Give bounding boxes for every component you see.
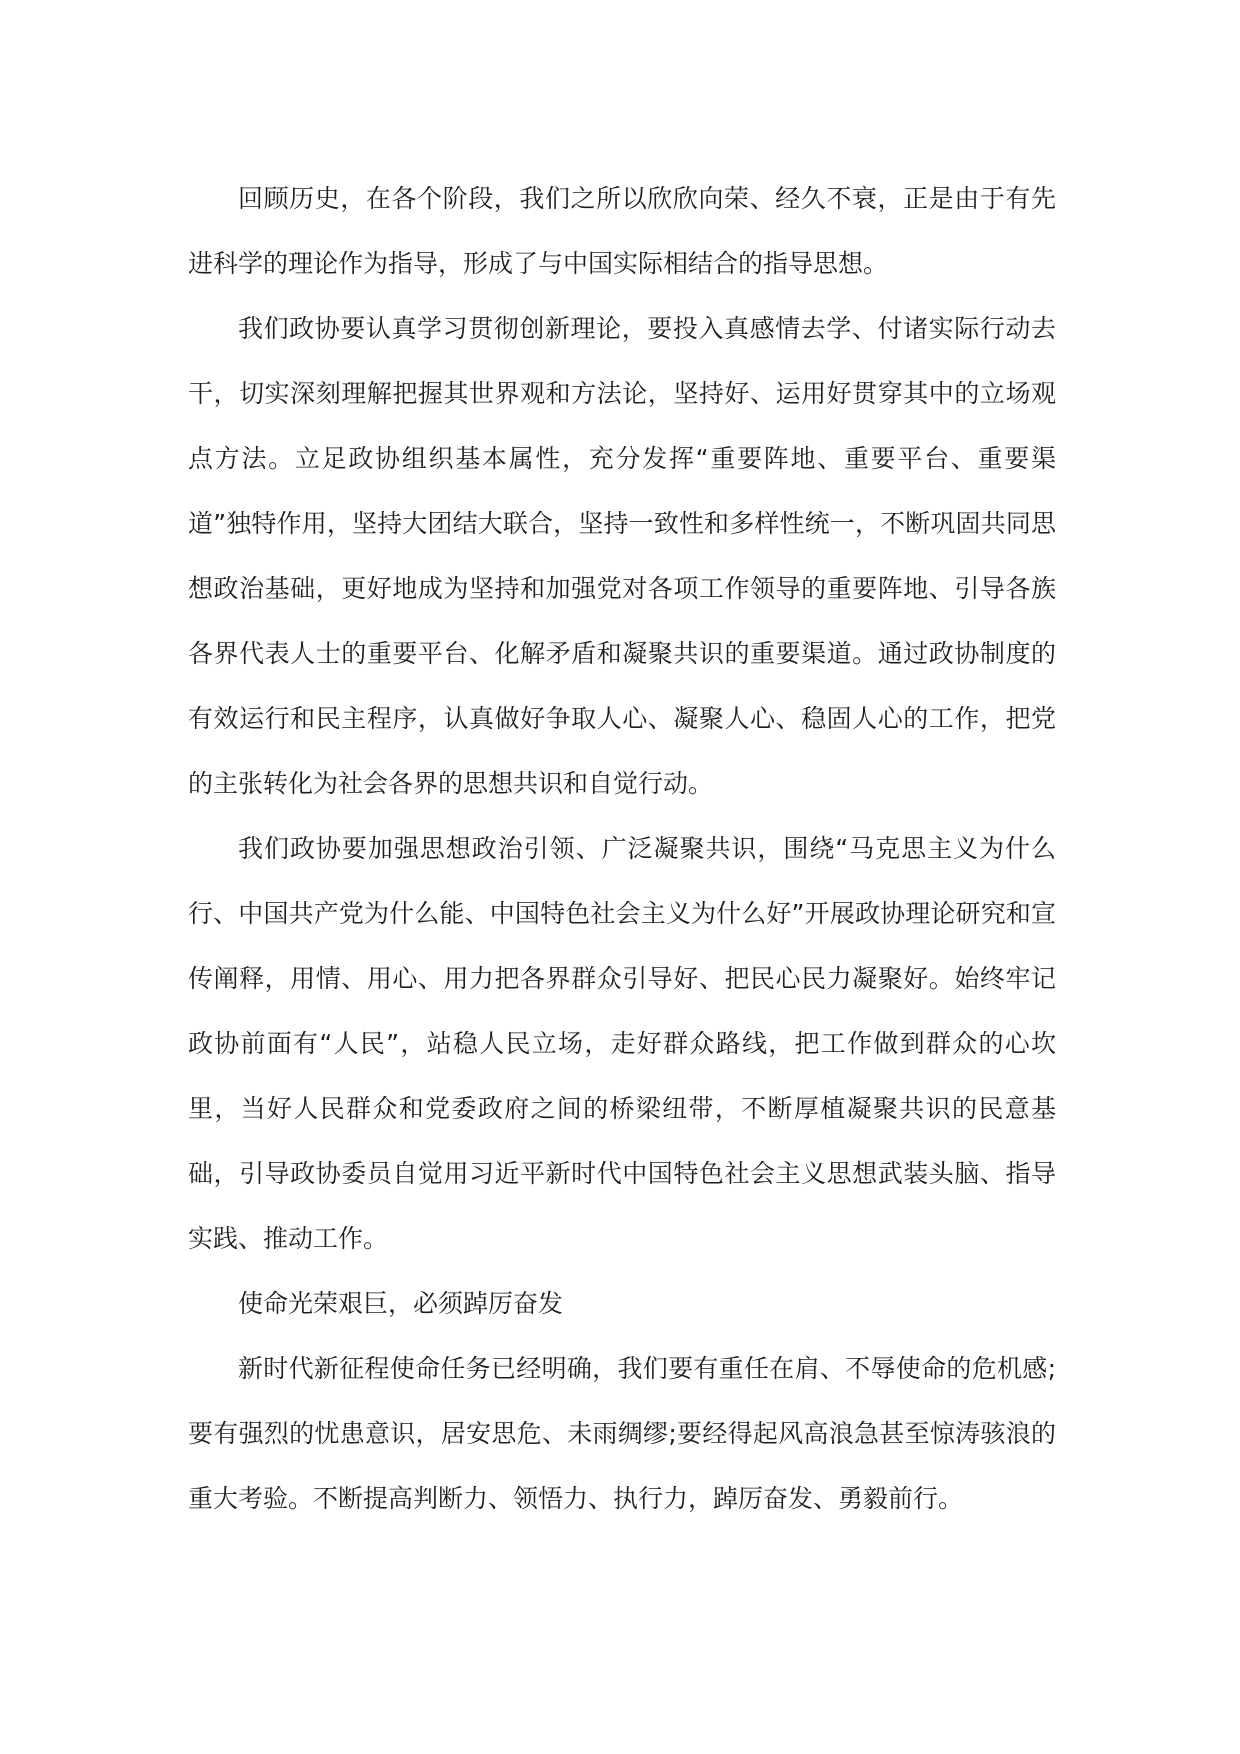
paragraph-new-era-mission: 新时代新征程使命任务已经明确，我们要有重任在肩、不辱使命的危机感;要有强烈的忧患意识，居安思危、未雨绸缪;要经得起风高浪急甚至惊涛骇浪的重大考验。不断提高判断力、领悟力、执行力，踔厉奋发、勇毅前行。 bbox=[188, 1354, 1056, 1513]
document-body bbox=[188, 166, 1056, 1531]
section-heading-mission: 使命光荣艰巨，必须踔厉奋发 bbox=[238, 1289, 564, 1318]
paragraph-history: 回顾历史，在各个阶段，我们之所以欣欣向荣、经久不衰，正是由于有先进科学的理论作为指导，形成了与中国实际相结合的指导思想。 bbox=[188, 184, 1056, 278]
paragraph-political-guidance: 我们政协要加强思想政治引领、广泛凝聚共识，围绕“马克思主义为什么行、中国共产党为什么能、中国特色社会主义为什么好”开展政协理论研究和宣传阐释，用情、用心、用力把各界群众引导好、把民心民力凝聚好。始终牢记政协前面有“人民”，站稳人民立场，走好群众路线，把工作做到群众的心坎里，当好人民群众和党委政府之间的桥梁纽带，不断厚植凝聚共识的民意基础，引导政协委员自觉用习近平新时代中国特色社会主义思想武装头脑、指导实践、推动工作。 bbox=[188, 834, 1056, 1253]
paragraph-study-theory: 我们政协要认真学习贯彻创新理论，要投入真感情去学、付诸实际行动去干，切实深刻理解把握其世界观和方法论，坚持好、运用好贯穿其中的立场观点方法。立足政协组织基本属性，充分发挥“重要阵地、重要平台、重要渠道”独特作用，坚持大团结大联合，坚持一致性和多样性统一，不断巩固共同思想政治基础，更好地成为坚持和加强党对各项工作领导的重要阵地、引导各族各界代表人士的重要平台、化解矛盾和凝聚共识的重要渠道。通过政协制度的有效运行和民主程序，认真做好争取人心、凝聚人心、稳固人心的工作，把党的主张转化为社会各界的思想共识和自觉行动。 bbox=[188, 314, 1056, 798]
